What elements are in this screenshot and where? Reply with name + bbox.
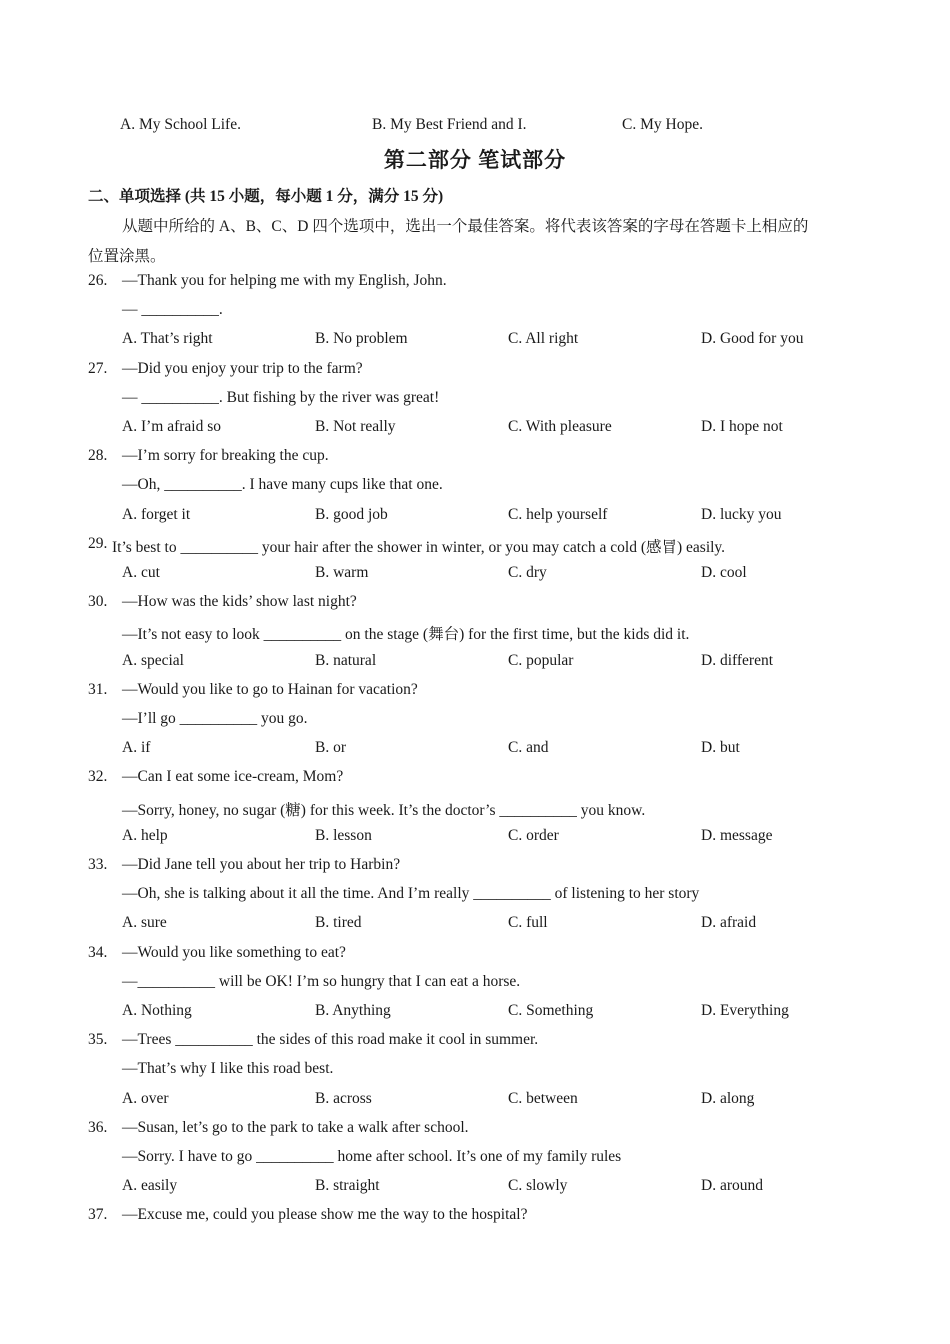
question-number: 26.	[88, 272, 108, 289]
answer-option[interactable]: D. along	[701, 1089, 755, 1107]
answer-option[interactable]: B. warm	[315, 564, 369, 581]
prev-option-c: C. My Hope.	[622, 116, 703, 133]
part-title: 第二部分 笔试部分	[383, 148, 567, 172]
question-line: —__________ will be OK! I’m so hungry that I can eat a horse.	[122, 972, 521, 990]
answer-option[interactable]: D. afraid	[701, 914, 757, 932]
question-number: 31.	[88, 680, 108, 698]
question-line: —Would you like something to eat?	[122, 943, 346, 961]
answer-option[interactable]: D. around	[701, 1177, 763, 1195]
answer-option[interactable]: B. No problem	[315, 330, 408, 348]
question-line: —Oh, __________. I have many cups like that one.	[122, 476, 443, 494]
question-line: —That’s why I like this road best.	[122, 1060, 334, 1078]
question-line: —Excuse me, could you please show me the way to the hospital?	[122, 1206, 528, 1224]
question-number: 28.	[88, 447, 108, 465]
answer-option[interactable]: C. All right	[508, 330, 579, 348]
instruction-line-1: 从题中所给的 A、B、C、D 四个选项中，选出一个最佳答案。将代表该答案的字母在答题卡上相应的	[122, 218, 809, 235]
answer-option[interactable]: D. cool	[701, 564, 747, 581]
answer-option[interactable]: C. popular	[508, 651, 574, 669]
answer-option[interactable]: B. across	[315, 1089, 372, 1107]
answer-option[interactable]: A. special	[122, 651, 184, 669]
question-line: —It’s not easy to look __________ on the stage (舞台) for the first time, but the kids did it.	[122, 626, 690, 644]
question-line: —Can I eat some ice-cream, Mom?	[122, 768, 344, 786]
question-number: 27.	[88, 359, 108, 377]
question-line: —I’ll go __________ you go.	[122, 710, 308, 727]
answer-option[interactable]: D. Good for you	[701, 330, 804, 348]
answer-option[interactable]: B. natural	[315, 651, 377, 669]
question-line: —I’m sorry for breaking the cup.	[122, 447, 329, 465]
question-line: —Trees __________ the sides of this road make it cool in summer.	[122, 1031, 539, 1049]
answer-option[interactable]: A. cut	[122, 564, 160, 581]
answer-option[interactable]: C. With pleasure	[508, 418, 612, 435]
answer-option[interactable]: B. Anything	[315, 1002, 391, 1019]
question-number: 37.	[88, 1206, 108, 1224]
answer-option[interactable]: B. straight	[315, 1177, 380, 1195]
question-number: 32.	[88, 768, 108, 786]
prev-option-a: A. My School Life.	[120, 116, 241, 133]
answer-option[interactable]: D. Everything	[701, 1002, 789, 1019]
question-line: —Susan, let’s go to the park to take a walk after school.	[122, 1118, 469, 1136]
answer-option[interactable]: A. if	[122, 739, 151, 757]
answer-option[interactable]: A. over	[122, 1089, 169, 1107]
question-line: It’s best to __________ your hair after the shower in winter, or you may catch a cold (感冒) easily.	[112, 538, 726, 556]
question-line: —Would you like to go to Hainan for vacation?	[122, 680, 418, 698]
prev-option-b: B. My Best Friend and I.	[372, 116, 527, 133]
answer-option[interactable]: B. good job	[315, 505, 388, 523]
question-line: —Sorry, honey, no sugar (糖) for this week. It’s the doctor’s __________ you know.	[122, 801, 646, 819]
answer-option[interactable]: B. tired	[315, 914, 362, 932]
question-line: —Did Jane tell you about her trip to Harbin?	[122, 856, 401, 873]
answer-option[interactable]: C. slowly	[508, 1177, 568, 1195]
answer-option[interactable]: C. help yourself	[508, 505, 608, 523]
question-line: —Did you enjoy your trip to the farm?	[122, 359, 363, 377]
question-line: — __________.	[122, 301, 223, 319]
answer-option[interactable]: A. sure	[122, 914, 167, 932]
question-line: —Oh, she is talking about it all the time. And I’m really __________ of listening to her story	[122, 885, 700, 903]
section-heading: 二、单项选择 (共 15 小题，每小题 1 分，满分 15 分)	[88, 188, 444, 205]
answer-option[interactable]: D. message	[701, 826, 773, 844]
answer-option[interactable]: D. I hope not	[701, 418, 783, 435]
answer-option[interactable]: B. lesson	[315, 826, 372, 844]
answer-option[interactable]: B. or	[315, 739, 346, 757]
answer-option[interactable]: C. dry	[508, 564, 547, 581]
question-line: — __________. But fishing by the river was great!	[122, 388, 440, 406]
answer-option[interactable]: C. order	[508, 826, 559, 844]
answer-option[interactable]: A. easily	[122, 1177, 178, 1195]
question-line: —How was the kids’ show last night?	[122, 593, 357, 611]
answer-option[interactable]: C. between	[508, 1089, 578, 1107]
question-number: 35.	[88, 1031, 108, 1049]
instruction-line-2: 位置涂黑。	[88, 248, 166, 265]
question-number: 33.	[88, 856, 108, 873]
question-number: 36.	[88, 1118, 108, 1136]
answer-option[interactable]: A. Nothing	[122, 1002, 192, 1019]
question-number: 30.	[88, 593, 108, 611]
question-line: —Sorry. I have to go __________ home after school. It’s one of my family rules	[122, 1148, 622, 1165]
answer-option[interactable]: A. I’m afraid so	[122, 418, 221, 435]
question-number: 34.	[88, 943, 108, 961]
answer-option[interactable]: A. forget it	[122, 505, 191, 523]
answer-option[interactable]: D. but	[701, 739, 740, 757]
question-number: 29.	[88, 534, 108, 552]
question-line: —Thank you for helping me with my English, John.	[122, 272, 447, 289]
answer-option[interactable]: C. full	[508, 914, 548, 932]
answer-option[interactable]: D. different	[701, 651, 774, 669]
answer-option[interactable]: A. help	[122, 826, 168, 844]
answer-option[interactable]: D. lucky you	[701, 505, 782, 523]
answer-option[interactable]: C. and	[508, 739, 549, 757]
answer-option[interactable]: B. Not really	[315, 418, 396, 435]
answer-option[interactable]: A. That’s right	[122, 330, 213, 348]
answer-option[interactable]: C. Something	[508, 1002, 594, 1019]
